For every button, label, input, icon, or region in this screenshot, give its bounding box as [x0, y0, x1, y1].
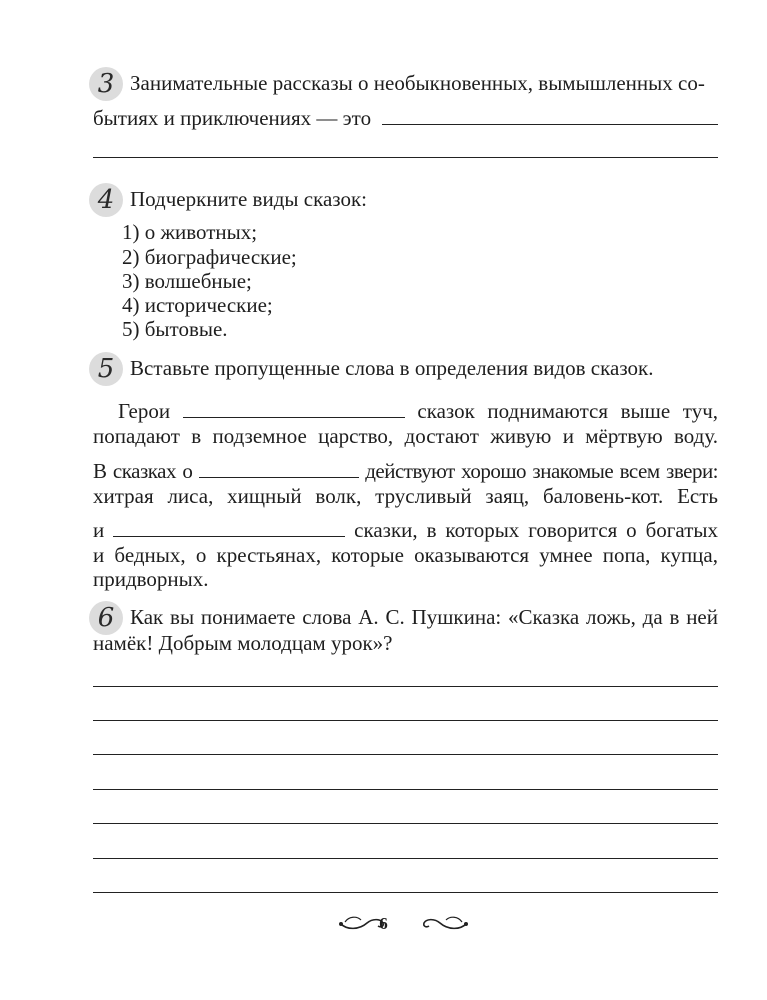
answer-line[interactable] — [93, 754, 718, 755]
text-segment: Герои — [118, 399, 171, 423]
task-number-badge: 6 — [89, 601, 123, 635]
task3-line2 — [93, 105, 371, 131]
task4-option[interactable]: 1) о животных; — [122, 220, 258, 244]
task-number-badge: 4 — [89, 183, 123, 217]
text-segment: В сказках о — [93, 459, 193, 483]
task5-para2-line2: хитрая лиса, хищный волк, трусливый заяц, баловень-кот. Есть — [93, 484, 718, 508]
right-ornament-icon — [420, 910, 470, 934]
task4-option[interactable]: 3) волшебные; — [122, 269, 252, 293]
task5-prompt: Вставьте пропущенные слова в определения видов сказок. — [130, 356, 654, 380]
task4-option[interactable]: 5) бытовые. — [122, 317, 228, 341]
task5-para1-line2: попадают в подземное царство, достают живую и мёртвую воду. — [93, 424, 718, 448]
task5-para3-line2: и бедных, о крестьянах, которые оказываются умнее попа, купца, — [93, 543, 718, 567]
task6-prompt-line1: Как вы понимаете слова А. С. Пушкина: «Сказка ложь, да в ней — [130, 605, 718, 629]
task5-para3-line3: придворных. — [93, 567, 209, 591]
answer-line[interactable] — [93, 720, 718, 721]
answer-line[interactable] — [93, 823, 718, 824]
fill-blank[interactable] — [199, 459, 359, 478]
task3-line1: Занимательные рассказы о необыкновенных, вымышленных со- — [130, 71, 705, 95]
page-number: 6 — [379, 914, 388, 933]
text-segment: сказок поднимаются выше туч, — [417, 399, 719, 423]
answer-blank[interactable] — [382, 124, 718, 125]
task3-line2-text: бытиях и приключениях — это — [93, 106, 372, 130]
answer-line[interactable] — [93, 157, 718, 158]
answer-line[interactable] — [93, 858, 718, 859]
task6-prompt-line2: намёк! Добрым молодцам урок»? — [93, 631, 393, 655]
fill-blank[interactable] — [113, 518, 345, 537]
task-number-badge: 5 — [89, 352, 123, 386]
text-segment: сказки, в которых говорится о богатых — [354, 518, 718, 542]
task5-para1-line1 — [93, 398, 718, 424]
task4-option[interactable]: 2) биографические; — [122, 245, 297, 269]
answer-line[interactable] — [93, 789, 718, 790]
task5-para3-line1 — [93, 517, 718, 543]
answer-line[interactable] — [93, 892, 718, 893]
answer-line[interactable] — [93, 686, 718, 687]
task5-para2-line1 — [93, 458, 718, 484]
fill-blank[interactable] — [183, 399, 405, 418]
text-segment: и — [93, 518, 105, 542]
text-segment: действуют хорошо знакомые всем звери: — [365, 459, 719, 483]
task-number-badge: 3 — [89, 67, 123, 101]
task4-option[interactable]: 4) исторические; — [122, 293, 273, 317]
task4-prompt: Подчеркните виды сказок: — [130, 187, 367, 211]
